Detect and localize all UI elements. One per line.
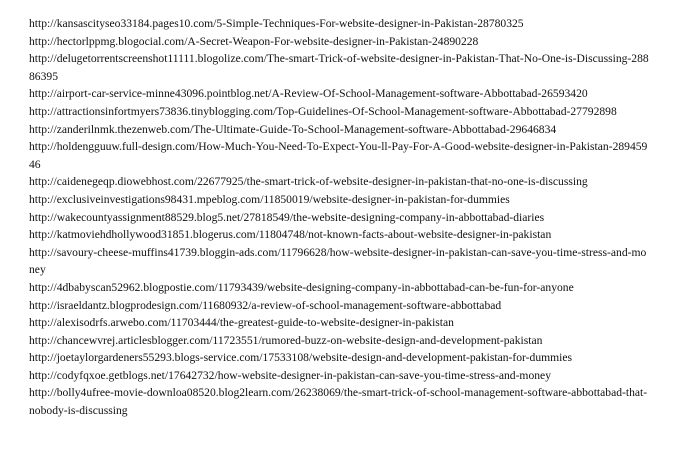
url-line[interactable]: http://delugetorrentscreenshot11111.blogolize.com/The-smart-Trick-of-website-designer-in-Pakistan-That-No-One-is-Discussing-28886395 xyxy=(29,52,649,83)
url-line[interactable]: http://codyfqxoe.getblogs.net/17642732/how-website-designer-in-pakistan-can-save-you-time-stress-and-money xyxy=(29,368,551,382)
url-line[interactable]: http://exclusiveinvestigations98431.mpeblog.com/11850019/website-designer-in-pakistan-for-dummies xyxy=(29,192,510,206)
url-line[interactable]: http://holdengguuw.full-design.com/How-Much-You-Need-To-Expect-You-ll-Pay-For-A-Good-website-designer-in-Pakistan-28945946 xyxy=(29,140,648,171)
url-line[interactable]: http://chancewvrej.articlesblogger.com/11723551/rumored-buzz-on-website-design-and-development-pakistan xyxy=(29,333,543,347)
url-line[interactable]: http://katmoviehdhollywood31851.blogerus.com/11804748/not-known-facts-about-website-designer-in-pakistan xyxy=(29,228,552,242)
url-line[interactable]: http://caidenegeqp.diowebhost.com/22677925/the-smart-trick-of-website-designer-in-pakistan-that-no-one-is-discussing xyxy=(29,175,588,189)
url-line[interactable]: http://4dbabyscan52962.blogpostie.com/11793439/website-designing-company-in-abbottabad-can-be-fun-for-anyone xyxy=(29,280,574,294)
url-line[interactable]: http://kansascityseo33184.pages10.com/5-Simple-Techniques-For-website-designer-in-Pakistan-28780325 xyxy=(29,17,524,30)
url-line[interactable]: http://savoury-cheese-muffins41739.bloggin-ads.com/11796628/how-website-designer-in-pakistan-can-save-you-time-stress-and-money xyxy=(29,245,647,277)
url-line[interactable]: http://attractionsinfortmyers73836.tinyblogging.com/Top-Guidelines-Of-School-Management-software-Abbottabad-27792898 xyxy=(29,104,617,118)
url-line[interactable]: http://hectorlppmg.blogocial.com/A-Secret-Weapon-For-website-designer-in-Pakistan-24890228 xyxy=(29,34,479,48)
url-line[interactable]: http://airport-car-service-minne43096.pointblog.net/A-Review-Of-School-Management-software-Abbottabad-26593420 xyxy=(29,87,588,101)
url-line[interactable]: http://bolly4ufree-movie-downloa08520.blog2learn.com/26238069/the-smart-trick-of-school-management-software-abbottabad-that-nobody-is-discussing xyxy=(29,386,648,418)
url-line[interactable]: http://zanderilnmk.thezenweb.com/The-Ultimate-Guide-To-School-Management-software-Abbottabad-29646834 xyxy=(29,122,557,136)
url-line[interactable]: http://wakecountyassignment88529.blog5.net/27818549/the-website-designing-company-in-abbottabad-diaries xyxy=(29,210,545,224)
url-line[interactable]: http://israeldantz.blogprodesign.com/11680932/a-review-of-school-management-software-abbottabad xyxy=(29,298,502,312)
url-line[interactable]: http://alexisodrfs.arwebo.com/11703444/the-greatest-guide-to-website-designer-in-pakistan xyxy=(29,316,454,330)
url-line[interactable]: http://joetaylorgardeners55293.blogs-service.com/17533108/website-design-and-development-pakistan-for-dummies xyxy=(29,351,573,365)
url-list xyxy=(29,15,652,420)
